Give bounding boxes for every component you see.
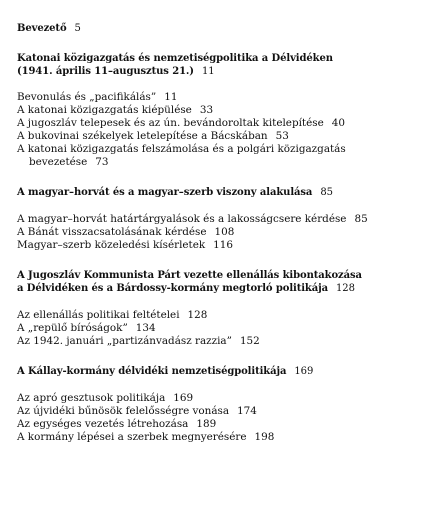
toc-entry — [17, 239, 415, 252]
page-number: 40 — [331, 117, 345, 129]
page-number: 73 — [95, 156, 109, 168]
toc-chapter-4 — [17, 365, 415, 444]
toc-entry — [17, 213, 415, 226]
page-number: 198 — [254, 431, 275, 443]
page-number: 134 — [135, 322, 156, 334]
entry-title: A jugoszláv telepesek és az ún. bevándoroltak kitelepítése — [17, 117, 324, 129]
page-number: 169 — [294, 366, 314, 377]
table-of-contents — [17, 22, 415, 444]
page-number: 169 — [173, 392, 194, 404]
chapter-title-text: (1941. április 11–augusztus 21.) — [17, 66, 194, 77]
chapter-title-line: Katonai közigazgatás és nemzetiségpolitika a Délvidéken — [17, 53, 333, 64]
page-number: 11 — [164, 91, 178, 103]
chapter-title-line — [17, 65, 415, 78]
toc-entry-continuation — [17, 156, 415, 169]
chapter-title-line — [17, 186, 415, 199]
toc-entry — [17, 392, 415, 405]
chapter-title-line — [17, 365, 415, 378]
page-number: 152 — [239, 335, 260, 347]
entry-title: Az 1942. januári „partizánvadász razzia” — [17, 335, 232, 347]
page-number: 189 — [196, 418, 217, 430]
toc-entry — [17, 322, 415, 335]
entry-title: Az egységes vezetés létrehozása — [17, 418, 189, 430]
page-number: 174 — [237, 405, 257, 417]
entry-title: Magyar–szerb közeledési kísérletek — [17, 239, 206, 251]
toc-entry: A katonai közigazgatás felszámolása és a polgári közigazgatás — [17, 143, 346, 155]
toc-heading-intro — [17, 22, 415, 35]
toc-chapter-1 — [17, 52, 415, 169]
page-number: 11 — [201, 66, 215, 77]
page-number: 33 — [199, 104, 214, 116]
toc-entry — [17, 226, 415, 239]
toc-entry — [17, 130, 415, 143]
entry-title: A magyar–horvát határtárgyalások és a lakosságcsere kérdése — [17, 213, 347, 225]
page-number: 5 — [74, 23, 81, 34]
toc-entry — [17, 431, 415, 444]
toc-entry — [17, 405, 415, 418]
page-number: 116 — [213, 239, 234, 251]
entry-title: A kormány lépései a szerbek megnyerésére — [17, 431, 247, 443]
page-number: 85 — [320, 187, 333, 198]
chapter-title-text: A magyar–horvát és a magyar–szerb viszony alakulása — [17, 187, 313, 198]
heading-title: Bevezető — [17, 23, 67, 34]
page-number: 53 — [275, 130, 289, 142]
entry-title: A „repülő bíróságok” — [17, 322, 128, 334]
chapter-title-line: A Jugoszláv Kommunista Párt vezette ellenállás kibontakozása — [17, 270, 362, 281]
toc-chapter-2 — [17, 186, 415, 252]
toc-entry — [17, 418, 415, 431]
page-number: 128 — [187, 309, 208, 321]
chapter-title-text: a Délvidéken és a Bárdossy-kormány megtorló politikája — [17, 283, 329, 294]
chapter-title-text: A Kállay-kormány délvidéki nemzetiségpolitikája — [17, 366, 287, 377]
entry-title: A katonai közigazgatás kiépülése — [17, 104, 192, 116]
toc-entry — [17, 117, 415, 130]
toc-entry — [17, 104, 415, 117]
page-number: 128 — [336, 283, 355, 294]
entry-title: A bukovinai székelyek letelepítése a Bácskában — [17, 130, 268, 142]
entry-title: A Bánát visszacsatolásának kérdése — [17, 226, 207, 238]
entry-title: Az apró gesztusok politikája — [17, 392, 166, 404]
toc-chapter-3 — [17, 269, 415, 348]
entry-title: Az újvidéki bűnösök felelősségre vonása — [17, 405, 230, 417]
page-number: 108 — [214, 226, 235, 238]
entry-title: bevezetése — [29, 156, 88, 168]
page-number: 85 — [354, 213, 368, 225]
chapter-title-line — [17, 282, 415, 295]
toc-entry — [17, 91, 415, 104]
entry-title: Az ellenállás politikai feltételei — [17, 309, 180, 321]
entry-title: Bevonulás és „pacifikálás” — [17, 91, 157, 103]
toc-entry — [17, 309, 415, 322]
toc-entry — [17, 335, 415, 348]
